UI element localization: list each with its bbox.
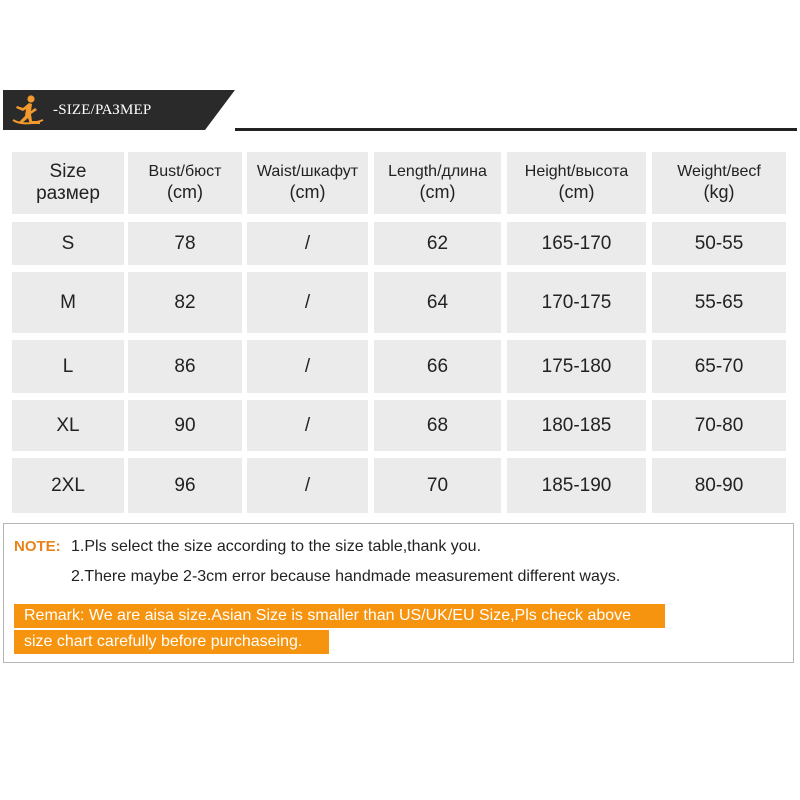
table-cell-weight: 65-70 — [652, 340, 786, 393]
column-header-line1: Height/высота — [524, 162, 629, 180]
note-line-2: 2.There maybe 2-3cm error because handmade measurement different ways. — [71, 568, 621, 585]
column-header-line2: размер — [36, 183, 100, 204]
note-label: NOTE: — [14, 538, 61, 555]
table-cell-bust: 96 — [128, 458, 242, 513]
table-cell-size: 2XL — [12, 458, 124, 513]
table-cell-waist: / — [247, 222, 368, 265]
remark-line-2: size chart carefully before purchaseing. — [14, 630, 329, 654]
table-cell-bust: 78 — [128, 222, 242, 265]
table-cell-height: 185-190 — [507, 458, 646, 513]
table-cell-weight: 70-80 — [652, 400, 786, 451]
header-divider — [235, 128, 797, 131]
table-cell-bust: 90 — [128, 400, 242, 451]
remark-line-1: Remark: We are aisa size.Asian Size is smaller than US/UK/EU Size,Pls check above — [14, 604, 665, 628]
table-cell-height: 180-185 — [507, 400, 646, 451]
table-cell-height: 170-175 — [507, 272, 646, 333]
table-cell-waist: / — [247, 272, 368, 333]
column-header-line2: (cm) — [419, 181, 456, 202]
column-header-line1: Length/длина — [388, 162, 487, 180]
table-cell-weight: 80-90 — [652, 458, 786, 513]
table-cell-length: 62 — [374, 222, 501, 265]
table-cell-length: 68 — [374, 400, 501, 451]
column-header-line1: Size — [49, 160, 87, 182]
column-header-line2: (cm) — [558, 181, 595, 202]
table-cell-size: M — [12, 272, 124, 333]
table-cell-weight: 55-65 — [652, 272, 786, 333]
page-title: -SIZE/РАЗМЕР — [53, 102, 152, 118]
table-cell-waist: / — [247, 458, 368, 513]
table-cell-size: XL — [12, 400, 124, 451]
column-header-height — [507, 152, 646, 214]
header-banner — [3, 90, 235, 130]
column-header-line1: Waist/шкафут — [256, 162, 359, 180]
table-cell-waist: / — [247, 340, 368, 393]
table-cell-bust: 86 — [128, 340, 242, 393]
table-cell-length: 66 — [374, 340, 501, 393]
table-cell-waist: / — [247, 400, 368, 451]
column-header-size — [12, 152, 124, 214]
table-cell-length: 70 — [374, 458, 501, 513]
table-cell-weight: 50-55 — [652, 222, 786, 265]
table-cell-size: S — [12, 222, 124, 265]
column-header-weight — [652, 152, 786, 214]
note-box — [3, 523, 794, 663]
column-header-line1: Weight/весf — [677, 162, 761, 180]
note-line-1: 1.Pls select the size according to the size table,thank you. — [71, 538, 482, 555]
orange-figure-logo-icon — [11, 94, 45, 126]
table-cell-size: L — [12, 340, 124, 393]
column-header-line2: (cm) — [167, 181, 203, 202]
column-header-line2: (kg) — [703, 181, 735, 202]
column-header-waist — [247, 152, 368, 214]
column-header-length — [374, 152, 501, 214]
column-header-line2: (cm) — [289, 181, 326, 202]
column-header-bust — [128, 152, 242, 214]
table-cell-height: 175-180 — [507, 340, 646, 393]
table-cell-height: 165-170 — [507, 222, 646, 265]
table-cell-length: 64 — [374, 272, 501, 333]
column-header-line1: Bust/бюст — [148, 162, 222, 180]
table-cell-bust: 82 — [128, 272, 242, 333]
